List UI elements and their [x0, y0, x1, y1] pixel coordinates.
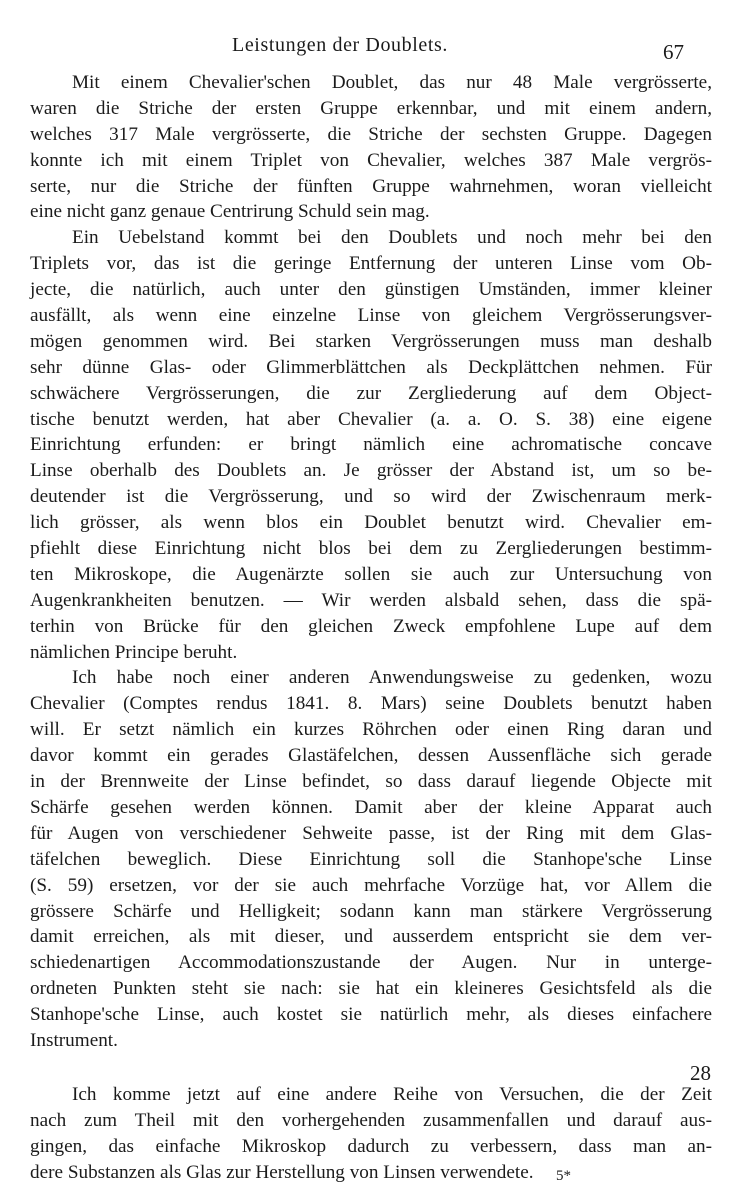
- text-line: mögen genommen wird. Bei starken Vergrösserungen muss man deshalb: [30, 330, 712, 352]
- paragraph: [30, 225, 712, 665]
- body-text: [30, 70, 712, 1185]
- text-line: terhin von Brücke für den gleichen Zweck empfohlene Lupe auf dem: [30, 615, 712, 637]
- text-line: welches 317 Male vergrösserte, die Striche der sechsten Gruppe. Dagegen: [30, 123, 712, 145]
- text-line: täfelchen beweglich. Diese Einrichtung soll die Stanhope'sche Linse: [30, 848, 712, 870]
- text-line: will. Er setzt nämlich ein kurzes Röhrchen oder einen Ring daran und: [30, 719, 712, 741]
- text-line: konnte ich mit einem Triplet von Chevalier, welches 387 Male vergrös-: [30, 149, 712, 171]
- text-line: nämlichen Principe beruht.: [30, 641, 238, 663]
- text-line: waren die Striche der ersten Gruppe erkennbar, und mit einem andern,: [30, 97, 712, 119]
- text-line: Augenkrankheiten benutzen. — Wir werden alsbald sehen, dass die spä-: [30, 589, 712, 611]
- text-line: Einrichtung erfunden: er bringt nämlich eine achromatische concave: [30, 434, 712, 456]
- text-line: schiedenartigen Accommodationszustande der Augen. Nur in unterge-: [30, 952, 712, 974]
- text-line: Ich habe noch einer anderen Anwendungsweise zu gedenken, wozu: [72, 667, 712, 689]
- text-line: deutender ist die Vergrösserung, und so wird der Zwischenraum merk-: [30, 486, 712, 508]
- text-line: schwächere Vergrösserungen, die zur Zergliederung auf dem Object-: [30, 382, 712, 404]
- paragraph: [30, 665, 712, 1053]
- text-line: tische benutzt werden, hat aber Chevalier (a. a. O. S. 38) eine eigene: [30, 408, 712, 430]
- signature-mark: 5*: [556, 1168, 571, 1184]
- text-line: ten Mikroskope, die Augenärzte sollen sie auch zur Untersuchung von: [30, 563, 712, 585]
- text-line: ordneten Punkten steht sie nach: sie hat ein kleineres Gesichtsfeld als die: [30, 978, 712, 1000]
- text-line: lich grösser, als wenn blos ein Doublet benutzt wird. Chevalier em-: [30, 512, 712, 534]
- text-line: nach zum Theil mit den vorhergehenden zusammenfallen und darauf aus-: [30, 1109, 712, 1131]
- margin-note-number: 28: [690, 1061, 711, 1085]
- text-line: ausfällt, als wenn eine einzelne Linse von gleichem Vergrösserungsver-: [30, 305, 712, 327]
- text-line: gingen, das einfache Mikroskop dadurch zu verbessern, dass man an-: [30, 1135, 712, 1157]
- text-line: dere Substanzen als Glas zur Herstellung von Linsen verwendete.: [30, 1161, 534, 1183]
- text-line: Chevalier (Comptes rendus 1841. 8. Mars) seine Doublets benutzt haben: [30, 693, 712, 715]
- text-line: (S. 59) ersetzen, vor der sie auch mehrfache Vorzüge hat, vor Allem die: [30, 874, 712, 896]
- text-line: für Augen von verschiedener Sehweite passe, ist der Ring mit dem Glas-: [30, 822, 712, 844]
- text-line: Mit einem Chevalier'schen Doublet, das nur 48 Male vergrösserte,: [72, 72, 712, 93]
- text-line: davor kommt ein gerades Glastäfelchen, dessen Aussenfläche sich gerade: [30, 745, 712, 767]
- text-line: pfiehlt diese Einrichtung nicht blos bei dem zu Zergliederungen bestimm-: [30, 538, 712, 560]
- page-number: 67: [663, 40, 684, 64]
- text-line: Linse oberhalb des Doublets an. Je grösser der Abstand ist, um so be-: [30, 460, 712, 482]
- running-title: Leistungen der Doublets.: [232, 34, 449, 56]
- paragraph: [30, 1082, 712, 1186]
- text-line: eine nicht ganz genaue Centrirung Schuld sein mag.: [30, 201, 430, 223]
- text-line: Instrument.: [30, 1029, 118, 1051]
- text-line: Schärfe gesehen werden können. Damit aber der kleine Apparat auch: [30, 796, 712, 818]
- text-line: Triplets vor, das ist die geringe Entfernung der unteren Linse vom Ob-: [30, 253, 712, 275]
- text-line: in der Brennweite der Linse befindet, so dass darauf liegende Objecte mit: [30, 771, 712, 793]
- text-line: serte, nur die Striche der fünften Gruppe wahrnehmen, woran vielleicht: [30, 175, 712, 197]
- text-line: Ein Uebelstand kommt bei den Doublets und noch mehr bei den: [72, 227, 712, 249]
- paragraph: [30, 70, 712, 225]
- text-line: sehr dünne Glas- oder Glimmerblättchen als Deckplättchen nehmen. Für: [30, 356, 712, 378]
- text-line: jecte, die natürlich, auch unter den günstigen Umständen, immer kleiner: [30, 279, 712, 301]
- text-line: Stanhope'sche Linse, auch kostet sie natürlich mehr, als dieses einfachere: [30, 1004, 712, 1026]
- text-line: grössere Schärfe und Helligkeit; sodann kann man stärkere Vergrösserung: [30, 900, 712, 922]
- text-line: damit erreichen, als mit dieser, und ausserdem entspricht sie dem ver-: [30, 926, 712, 948]
- text-line: Ich komme jetzt auf eine andere Reihe von Versuchen, die der Zeit: [72, 1083, 712, 1105]
